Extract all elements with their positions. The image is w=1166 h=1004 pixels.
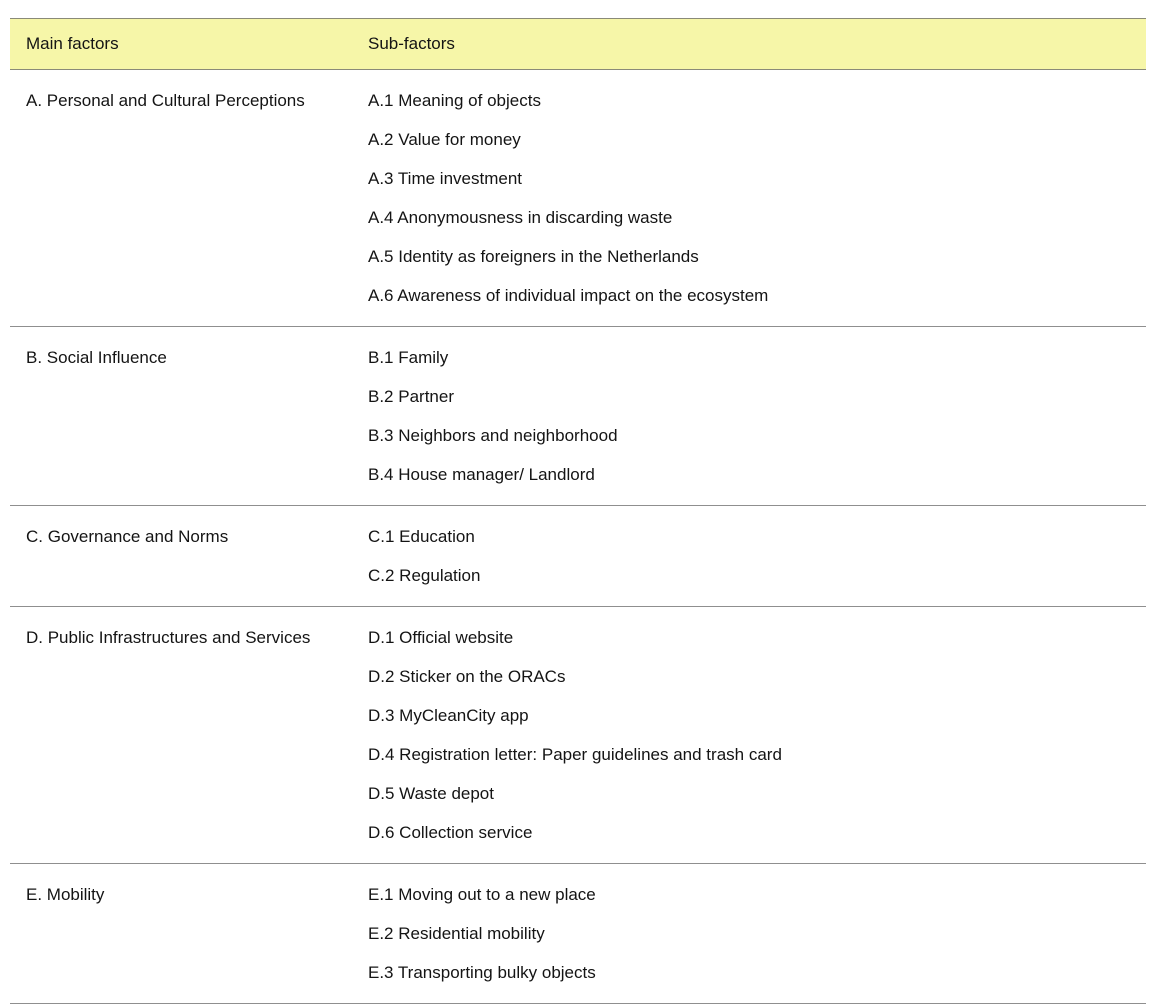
sub-factor-item: E.2 Residential mobility	[368, 924, 545, 943]
sub-factor-item: A.6 Awareness of individual impact on the ecosystem	[368, 286, 769, 305]
sub-factor-item: A.4 Anonymousness in discarding waste	[368, 208, 673, 227]
table-group-b	[10, 327, 1146, 506]
sub-factor-item: D.2 Sticker on the ORACs	[368, 667, 566, 686]
table-group-a	[10, 70, 1146, 327]
sub-factor-item: A.2 Value for money	[368, 130, 521, 149]
sub-factor-item: B.1 Family	[368, 348, 449, 367]
sub-factor-list	[352, 81, 1146, 315]
header-cell-sub-factors: Sub-factors	[368, 34, 455, 53]
sub-factor-item: D.4 Registration letter: Paper guidelines and trash card	[368, 745, 782, 764]
main-factor-label: A. Personal and Cultural Perceptions	[26, 91, 305, 110]
sub-factor-list	[352, 517, 1146, 595]
sub-factor-item: D.5 Waste depot	[368, 784, 494, 803]
main-factor-label: D. Public Infrastructures and Services	[26, 628, 311, 647]
sub-factor-item: E.3 Transporting bulky objects	[368, 963, 596, 982]
table-group-e	[10, 864, 1146, 1004]
sub-factor-item: C.1 Education	[368, 527, 475, 546]
table-header-row	[10, 18, 1146, 70]
sub-factor-item: B.3 Neighbors and neighborhood	[368, 426, 618, 445]
table-group-d	[10, 607, 1146, 864]
sub-factor-list	[352, 618, 1146, 852]
sub-factor-list	[352, 875, 1146, 992]
sub-factor-item: A.3 Time investment	[368, 169, 523, 188]
header-cell-main-factors: Main factors	[26, 34, 119, 53]
sub-factor-item: D.1 Official website	[368, 628, 514, 647]
main-factor-label: B. Social Influence	[26, 348, 167, 367]
sub-factor-item: D.3 MyCleanCity app	[368, 706, 529, 725]
sub-factor-item: A.1 Meaning of objects	[368, 91, 541, 110]
sub-factor-item: B.2 Partner	[368, 387, 454, 406]
sub-factor-item: D.6 Collection service	[368, 823, 533, 842]
sub-factor-item: C.2 Regulation	[368, 566, 481, 585]
sub-factor-item: A.5 Identity as foreigners in the Netherlands	[368, 247, 699, 266]
table-group-c	[10, 506, 1146, 607]
main-factor-label: E. Mobility	[26, 885, 105, 904]
sub-factor-item: E.1 Moving out to a new place	[368, 885, 596, 904]
sub-factor-list	[352, 338, 1146, 494]
sub-factor-item: B.4 House manager/ Landlord	[368, 465, 595, 484]
main-factor-label: C. Governance and Norms	[26, 527, 229, 546]
factors-table	[10, 18, 1146, 1004]
